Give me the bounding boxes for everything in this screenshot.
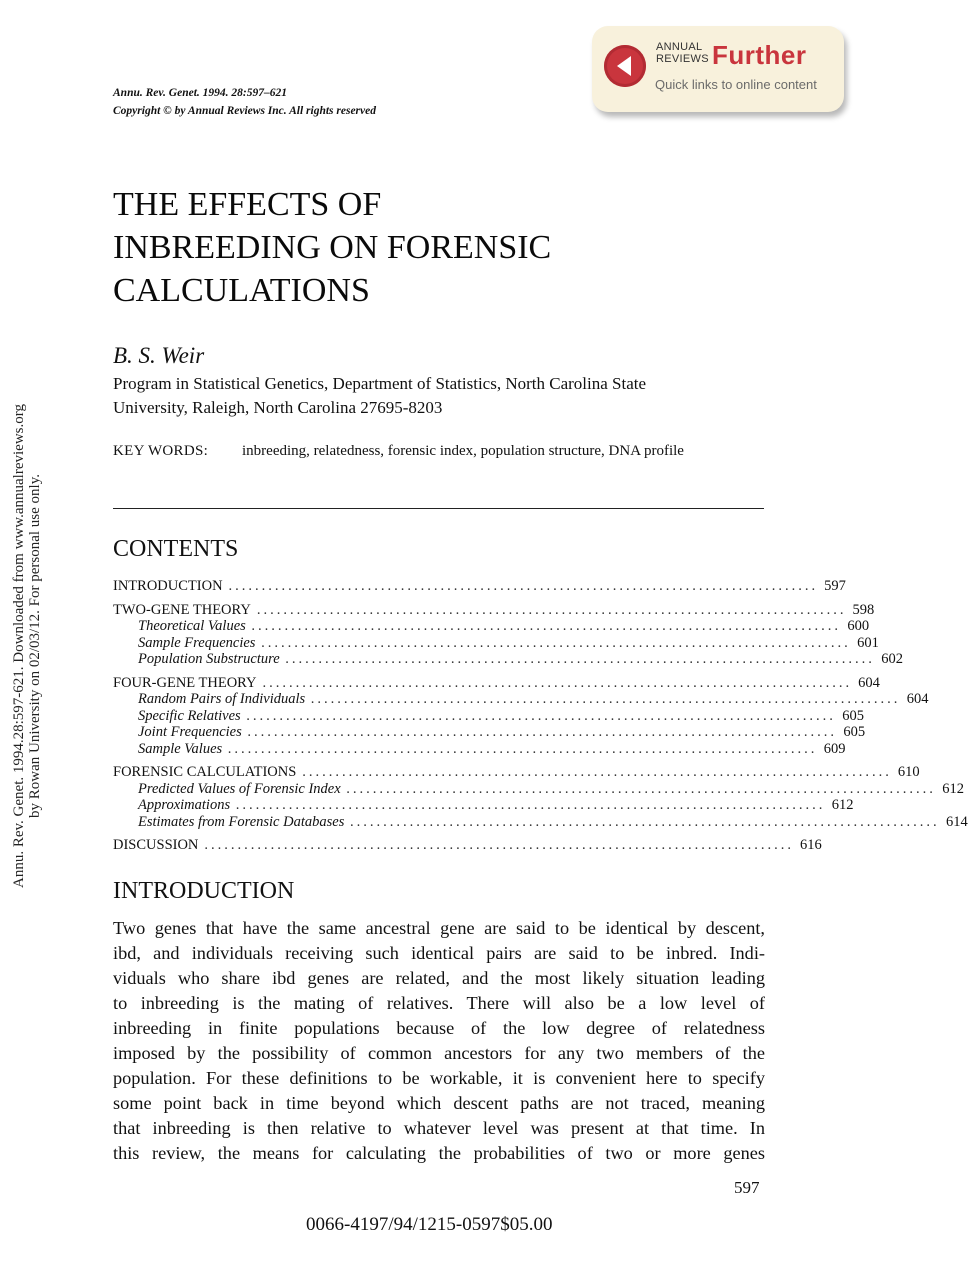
body-line: that inbreeding is then relative to whatever level was present at that time. In xyxy=(113,1118,765,1138)
keywords-list: inbreeding, relatedness, forensic index, population structure, DNA profile xyxy=(242,443,684,459)
body-line: imposed by the possibility of common ancestors for any two members of the xyxy=(113,1043,765,1063)
toc-leader: ......................................................................................... xyxy=(228,740,818,757)
toc-page: 612 xyxy=(831,797,854,813)
body-line: ibd, and individuals receiving such identical pairs are said to be inbred. Indi- xyxy=(113,943,765,963)
introduction-paragraph xyxy=(113,916,765,1166)
toc-label: Sample Frequencies xyxy=(138,634,256,651)
toc-entry-predicted-values[interactable] xyxy=(113,780,965,798)
badge-further-text: Further xyxy=(712,40,807,70)
toc-label: Joint Frequencies xyxy=(138,724,242,740)
toc-page: 598 xyxy=(852,601,875,618)
badge-annual-text: ANNUAL xyxy=(656,41,703,53)
toc-page: 601 xyxy=(857,634,879,651)
body-line: to inbreeding is the mating of relatives. There will also be a low level of xyxy=(113,993,765,1013)
back-arrow-icon xyxy=(604,45,646,87)
body-line: this review, the means for calculating the probabilities of two or more genes xyxy=(113,1143,765,1163)
toc-leader: ......................................................................................... xyxy=(346,780,937,797)
toc-label: FOUR-GENE THEORY xyxy=(113,674,257,691)
toc-label: Sample Values xyxy=(138,740,223,757)
toc-leader: ......................................................................................... xyxy=(251,618,842,634)
page-number: 597 xyxy=(734,1178,760,1197)
toc-entry-theoretical-values[interactable] xyxy=(113,618,870,635)
citation-line: Annu. Rev. Genet. 1994. 28:597–621 xyxy=(113,87,287,99)
toc-label: Predicted Values of Forensic Index xyxy=(138,780,341,797)
toc-entry-specific-relatives[interactable] xyxy=(113,707,865,725)
toc-entry-discussion[interactable] xyxy=(113,837,822,854)
footer-code: 0066-4197/94/1215-0597$05.00 xyxy=(306,1214,553,1235)
keywords-label: KEY WORDS: xyxy=(113,443,209,459)
title-line-2: INBREEDING ON FORENSIC xyxy=(113,229,552,266)
body-line: inbreeding in finite populations because of the low degree of relatedness xyxy=(113,1018,765,1038)
toc-label: Specific Relatives xyxy=(138,707,241,724)
toc-label: FORENSIC CALCULATIONS xyxy=(113,764,297,780)
download-notice-line-1: Annu. Rev. Genet. 1994.28:597-621. Downloaded from www.annualreviews.org xyxy=(11,404,27,888)
toc-label: Estimates from Forensic Databases xyxy=(138,813,345,830)
download-notice xyxy=(11,366,43,926)
affiliation-line-2: University, Raleigh, North Carolina 27695-8203 xyxy=(113,398,443,417)
article-title xyxy=(113,183,551,312)
toc-page: 610 xyxy=(897,764,920,780)
title-line-3: CALCULATIONS xyxy=(113,272,370,309)
toc-entry-sample-frequencies[interactable] xyxy=(113,634,879,652)
toc-leader: ......................................................................................... xyxy=(285,651,876,667)
toc-label: Random Pairs of Individuals xyxy=(138,691,306,707)
body-line: viduals who share ibd genes are related, and the most likely situation leading xyxy=(113,968,765,988)
toc-leader: ......................................................................................... xyxy=(247,724,838,740)
toc-page: 604 xyxy=(906,691,929,707)
toc-entry-two-gene-theory[interactable] xyxy=(113,601,875,619)
introduction-heading: INTRODUCTION xyxy=(113,878,295,904)
toc-label: Theoretical Values xyxy=(138,618,246,634)
toc-leader: ......................................................................................... xyxy=(228,578,819,594)
toc-entry-estimates-forensic-databases[interactable] xyxy=(113,813,968,831)
toc-leader: ......................................................................................... xyxy=(236,797,826,813)
body-line: population. For these definitions to be workable, it is convenient here to specify xyxy=(113,1068,765,1088)
title-line-1: THE EFFECTS OF xyxy=(113,186,382,223)
divider-rule xyxy=(113,508,764,509)
toc-entry-sample-values[interactable] xyxy=(113,740,846,758)
toc-entry-joint-frequencies[interactable] xyxy=(113,724,866,741)
toc-label: DISCUSSION xyxy=(113,837,199,853)
toc-label: Population Substructure xyxy=(138,651,280,667)
table-of-contents xyxy=(113,578,968,854)
toc-page: 614 xyxy=(945,813,968,830)
affiliation-line-1: Program in Statistical Genetics, Department of Statistics, North Carolina State xyxy=(113,374,647,393)
toc-page: 602 xyxy=(881,651,904,667)
toc-page: 597 xyxy=(824,578,846,594)
toc-page: 609 xyxy=(823,740,846,757)
toc-page: 605 xyxy=(843,724,866,740)
toc-leader: ......................................................................................... xyxy=(246,707,837,724)
badge-reviews-text: REVIEWS xyxy=(656,53,709,65)
annual-reviews-further-badge[interactable] xyxy=(592,26,844,112)
toc-leader: ......................................................................................... xyxy=(261,634,852,651)
toc-page: 600 xyxy=(847,618,870,634)
toc-entry-introduction[interactable] xyxy=(113,578,846,595)
toc-label: INTRODUCTION xyxy=(113,578,223,594)
badge-quick-links-text[interactable]: Quick links to online content xyxy=(655,77,817,92)
toc-leader: ......................................................................................... xyxy=(204,837,795,853)
contents-heading: CONTENTS xyxy=(113,536,239,562)
toc-entry-population-substructure[interactable] xyxy=(113,651,904,668)
body-line: Two genes that have the same ancestral gene are said to be identical by descent, xyxy=(113,918,765,938)
toc-label: Approximations xyxy=(138,797,231,813)
toc-page: 605 xyxy=(842,707,865,724)
download-notice-line-2: by Rowan University on 02/03/12. For personal use only. xyxy=(27,474,43,818)
toc-entry-random-pairs[interactable] xyxy=(113,691,929,708)
copyright-line: Copyright © by Annual Reviews Inc. All rights reserved xyxy=(113,105,376,117)
toc-page: 612 xyxy=(942,780,965,797)
toc-label: TWO-GENE THEORY xyxy=(113,601,251,618)
toc-entry-four-gene-theory[interactable] xyxy=(113,674,880,692)
toc-entry-forensic-calculations[interactable] xyxy=(113,764,920,781)
affiliation xyxy=(113,372,646,420)
toc-page: 616 xyxy=(800,837,822,853)
toc-leader: ......................................................................................... xyxy=(350,813,940,830)
toc-leader: ......................................................................................... xyxy=(262,674,853,691)
toc-leader: ......................................................................................... xyxy=(311,691,901,707)
author-name: B. S. Weir xyxy=(113,343,205,368)
toc-leader: ......................................................................................... xyxy=(256,601,847,618)
toc-page: 604 xyxy=(858,674,880,691)
toc-leader: ......................................................................................... xyxy=(302,764,892,780)
body-line: some point back in time beyond which descent paths are not traced, meaning xyxy=(113,1093,765,1113)
toc-entry-approximations[interactable] xyxy=(113,797,854,814)
